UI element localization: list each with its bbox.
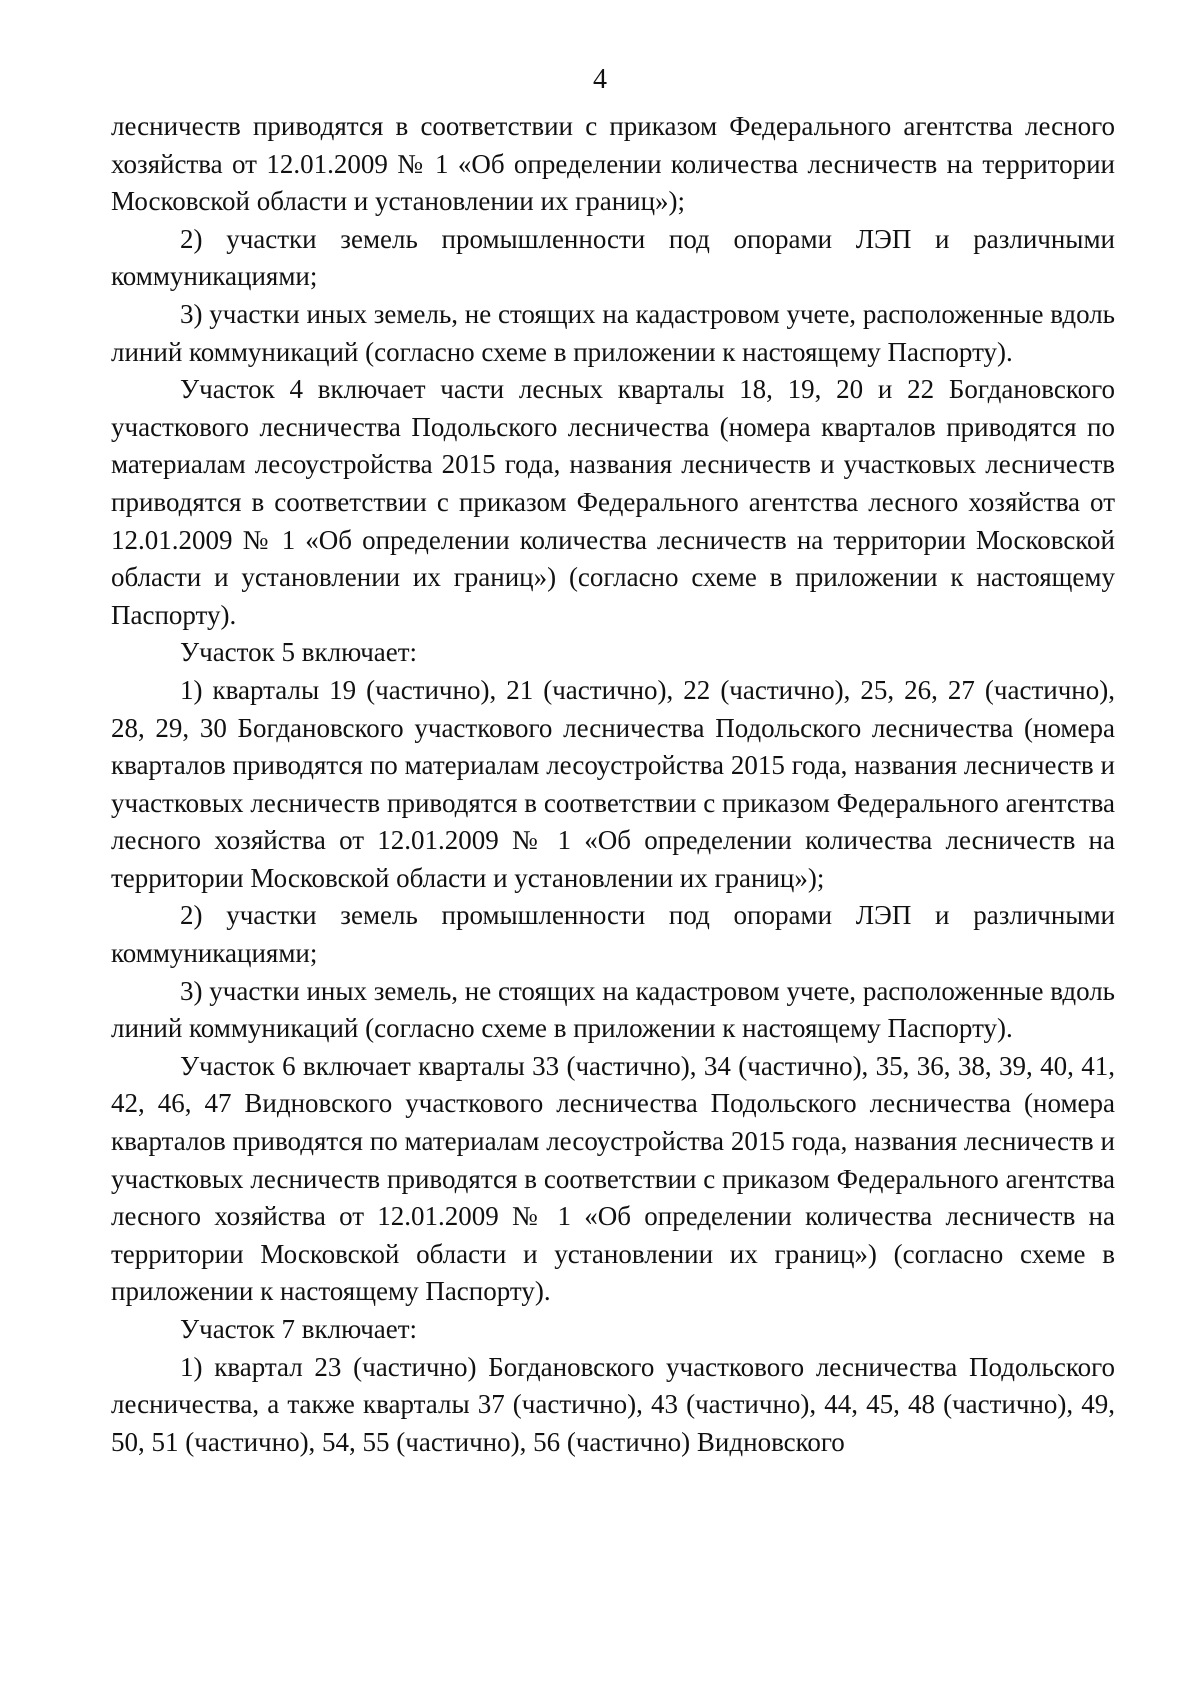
- paragraph-3: 3) участки иных земель, не стоящих на кадастровом учете, расположенные вдоль линий коммуникаций (согласно схеме в приложении к настоящему Паспорту).: [111, 298, 1115, 367]
- paragraph-2: 2) участки земель промышленности под опорами ЛЭП и различными коммуникациями;: [111, 223, 1115, 292]
- paragraph-7: 2) участки земель промышленности под опорами ЛЭП и различными коммуникациями;: [111, 900, 1115, 969]
- paragraph-10: Участок 7 включает:: [180, 1314, 418, 1344]
- paragraph-5: Участок 5 включает:: [180, 637, 418, 668]
- document-body: [111, 108, 1115, 1461]
- paragraph-4: Участок 4 включает части лесных кварталы 18, 19, 20 и 22 Богдановского участкового лесничества Подольского лесничества (номера кварталов приводятся по материалам лесоустройства 2015 года, названия лесничеств и участковых лесничеств приводятся в соответствии с приказом Федерального агентства лесного хозяйства от 12.01.2009 № 1 «Об определении количества лесничеств на территории Московской области и установлении их границ») (согласно схеме в приложении к настоящему Паспорту).: [111, 374, 1115, 630]
- paragraph-6: 1) кварталы 19 (частично), 21 (частично), 22 (частично), 25, 26, 27 (частично), 28, 29, 30 Богдановского участкового лесничества Подольского лесничества (номера кварталов приводятся по материалам лесоустройства 2015 года, названия лесничеств и участковых лесничеств приводятся в соответствии с приказом Федерального агентства лесного хозяйства от 12.01.2009 № 1 «Об определении количества лесничеств на территории Московской области и установлении их границ»);: [111, 674, 1115, 893]
- paragraph-9: Участок 6 включает кварталы 33 (частично), 34 (частично), 35, 36, 38, 39, 40, 41, 42, 46, 47 Видновского участкового лесничества Подольского лесничества (номера кварталов приводятся по материалам лесоустройства 2015 года, названия лесничеств и участковых лесничеств приводятся в соответствии с приказом Федерального агентства лесного хозяйства от 12.01.2009 № 1 «Об определении количества лесничеств на территории Московской области и установлении их границ») (согласно схеме в приложении к настоящему Паспорту).: [111, 1050, 1115, 1307]
- paragraph-11: 1) квартал 23 (частично) Богдановского участкового лесничества Подольского лесничества, а также кварталы 37 (частично), 43 (частично), 44, 45, 48 (частично), 49, 50, 51 (частично), 54, 55 (частично), 56 (частично) Видновского: [111, 1351, 1115, 1457]
- paragraph-8: 3) участки иных земель, не стоящих на кадастровом учете, расположенные вдоль линий коммуникаций (согласно схеме в приложении к настоящему Паспорту).: [111, 975, 1115, 1044]
- page-number: 4: [593, 64, 607, 95]
- paragraph-1: лесничеств приводятся в соответствии с приказом Федерального агентства лесного хозяйства от 12.01.2009 № 1 «Об определении количества лесничеств на территории Московской области и установлении их границ»);: [111, 111, 1115, 217]
